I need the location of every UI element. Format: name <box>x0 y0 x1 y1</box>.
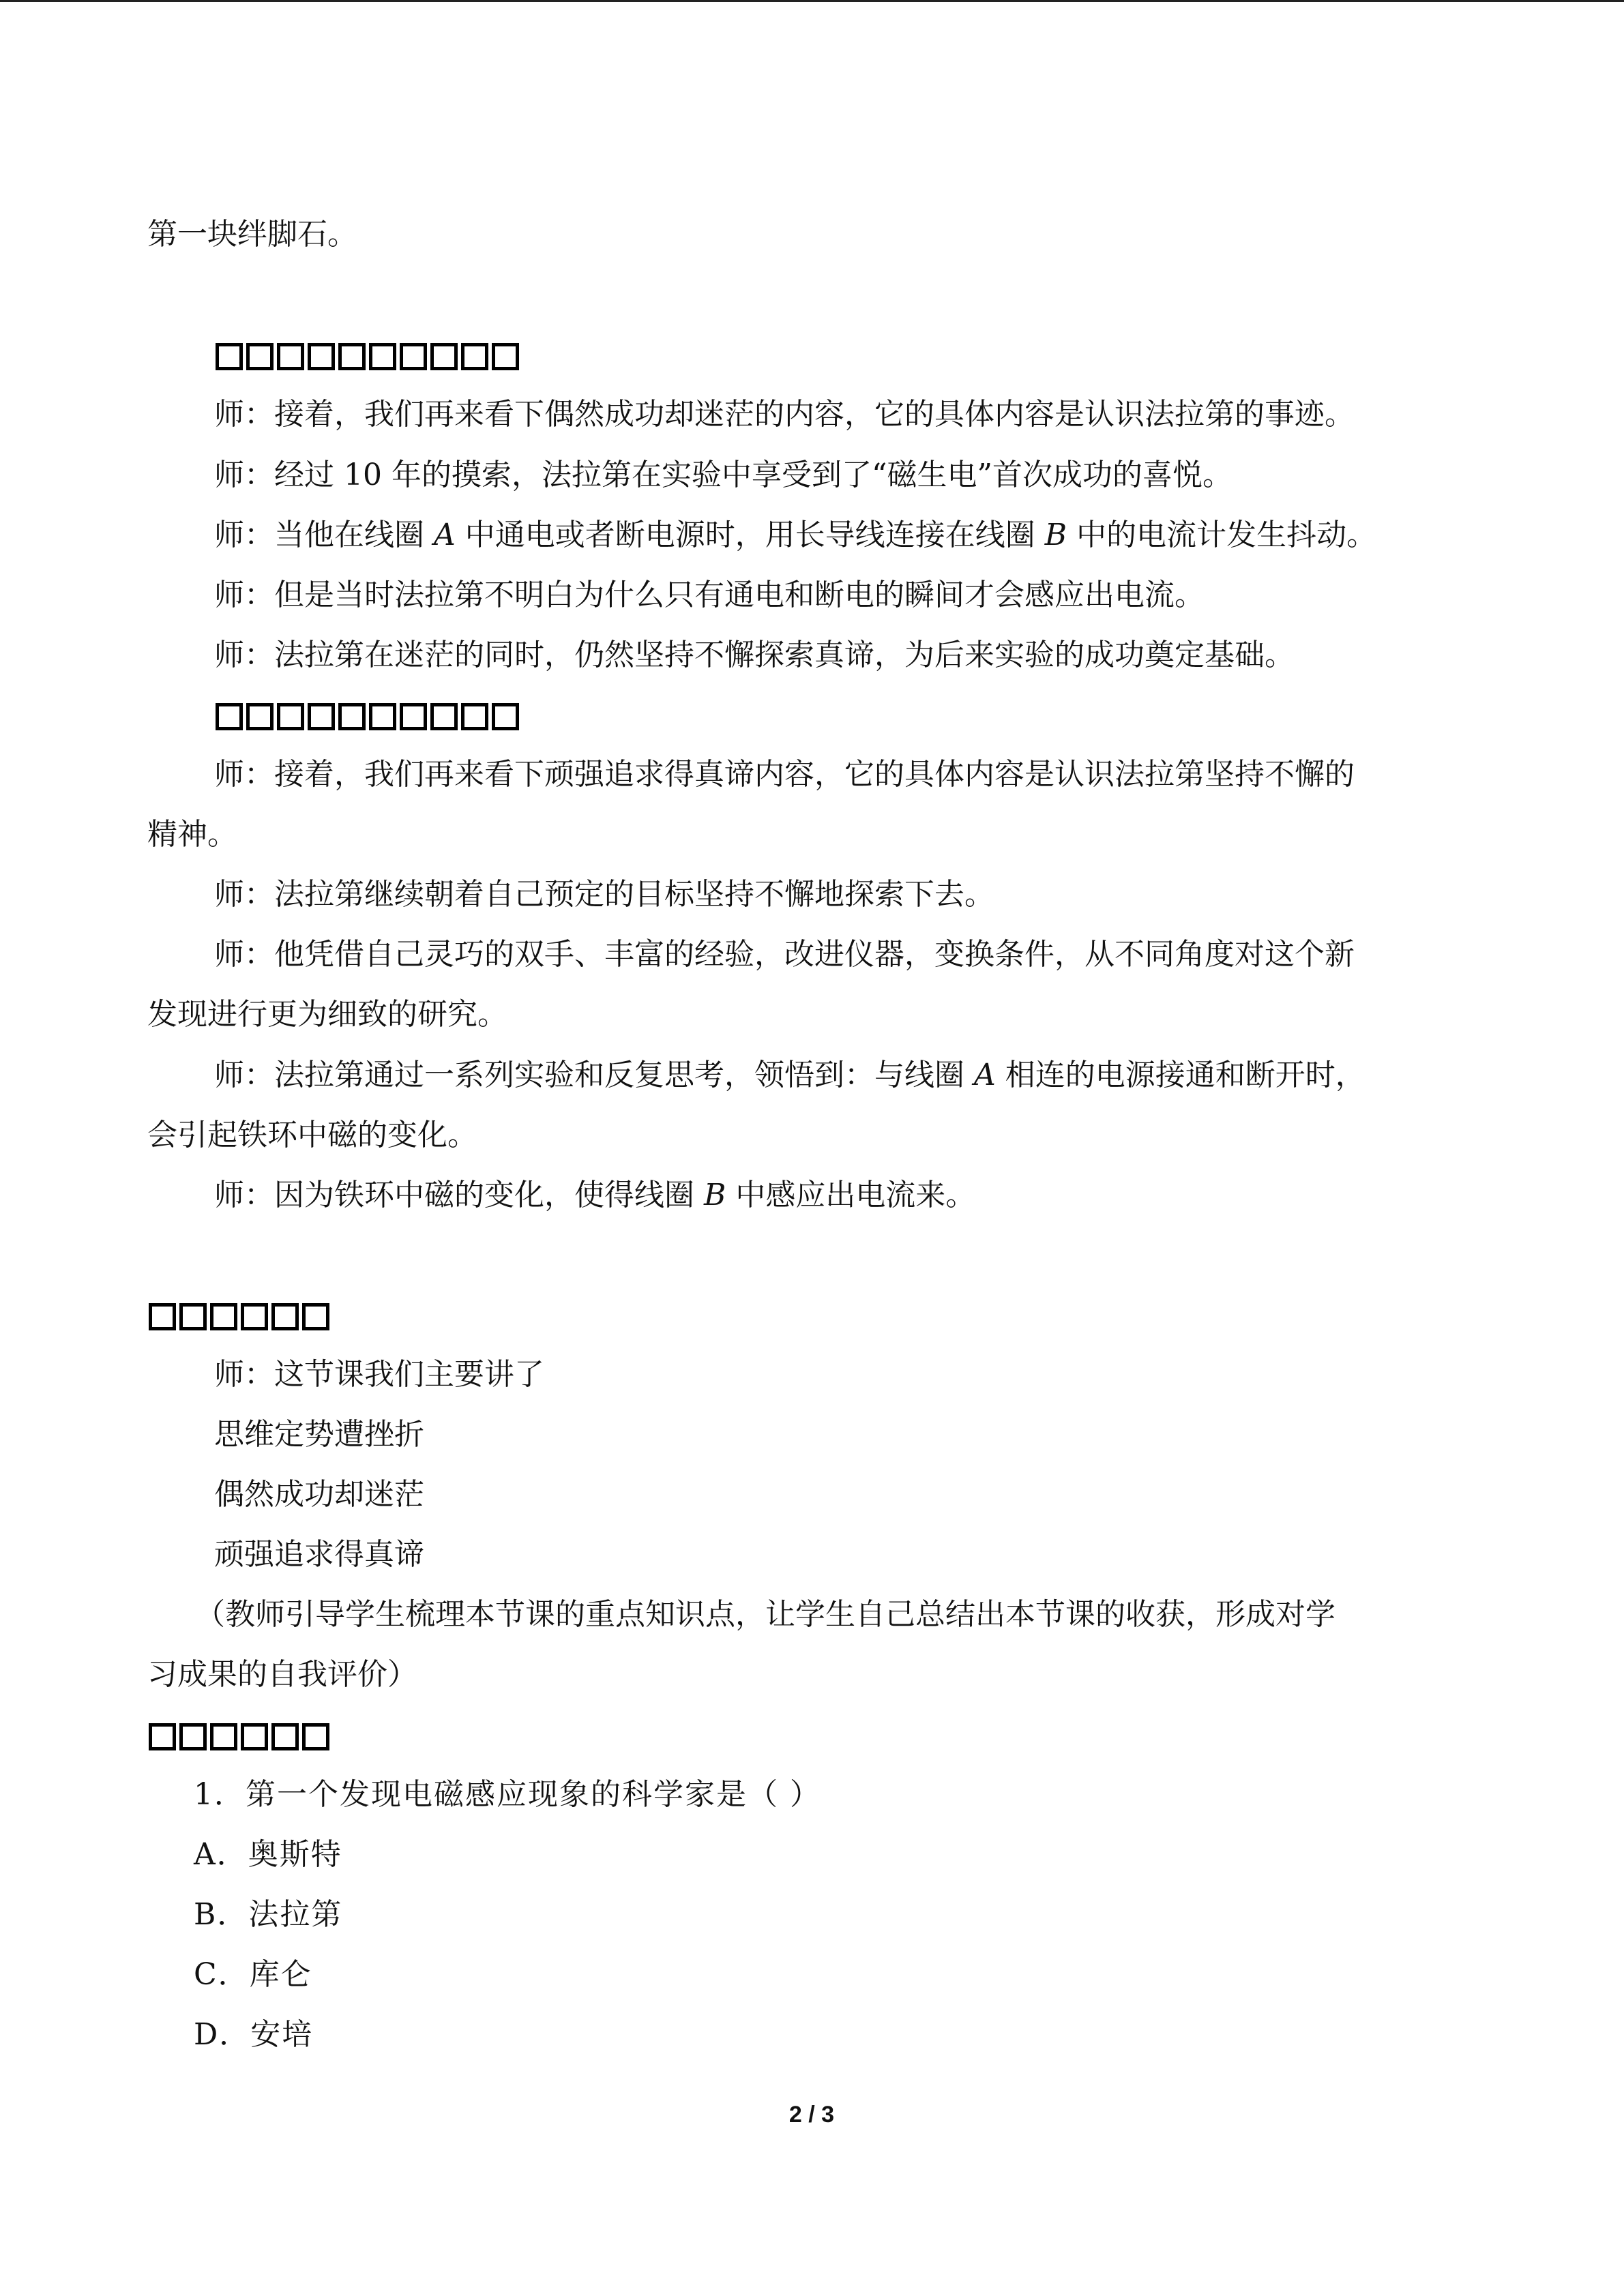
variable-A: A <box>434 518 456 552</box>
section-heading <box>149 1303 329 1330</box>
placeholder-box <box>302 1303 329 1330</box>
placeholder-box <box>277 343 304 370</box>
summary-item: 偶然成功却迷茫 <box>214 1477 424 1512</box>
placeholder-box <box>338 703 366 730</box>
answer-option-c: C．库仑 <box>194 1957 312 1992</box>
placeholder-box <box>246 343 274 370</box>
placeholder-box <box>369 343 396 370</box>
placeholder-box <box>271 1723 299 1750</box>
answer-option-a: A．奥斯特 <box>194 1837 342 1872</box>
text-segment: 相连的电源接通和断开时， <box>995 1058 1365 1092</box>
placeholder-box <box>216 703 243 730</box>
variable-B: B <box>1044 518 1067 552</box>
placeholder-box <box>241 1723 268 1750</box>
placeholder-box <box>430 703 458 730</box>
paragraph-line: （教师引导学生梳理本节课的重点知识点，让学生自己总结出本节课的收获，形成对学 <box>195 1597 1335 1632</box>
placeholder-box <box>492 703 519 730</box>
section-heading <box>149 1723 329 1750</box>
placeholder-box <box>271 1303 299 1330</box>
placeholder-box <box>302 1723 329 1750</box>
variable-B: B <box>704 1178 726 1212</box>
paragraph-line <box>214 1058 1365 1094</box>
section-heading <box>216 343 519 370</box>
summary-item: 顽强追求得真谛 <box>214 1537 424 1572</box>
paragraph-line <box>214 518 1376 554</box>
paragraph-line: 会引起铁环中磁的变化。 <box>147 1118 477 1152</box>
paragraph-line: 师：但是当时法拉第不明白为什么只有通电和断电的瞬间才会感应出电流。 <box>214 578 1205 612</box>
placeholder-box <box>400 343 427 370</box>
text-segment: 师：当他在线圈 <box>214 518 434 552</box>
placeholder-box <box>241 1303 268 1330</box>
answer-option-d: D．安培 <box>194 2017 314 2052</box>
section-heading <box>216 703 519 730</box>
paragraph-line: 师：他凭借自己灵巧的双手、丰富的经验，改进仪器，变换条件，从不同角度对这个新 <box>214 937 1355 972</box>
placeholder-box <box>400 703 427 730</box>
placeholder-box <box>216 343 243 370</box>
paragraph-line: 师：这节课我们主要讲了 <box>214 1357 544 1392</box>
placeholder-box <box>179 1723 207 1750</box>
placeholder-box <box>369 703 396 730</box>
placeholder-box <box>210 1723 237 1750</box>
placeholder-box <box>461 343 488 370</box>
placeholder-box <box>308 343 335 370</box>
placeholder-box <box>461 703 488 730</box>
paragraph-line <box>214 1178 975 1214</box>
placeholder-box <box>210 1303 237 1330</box>
placeholder-box <box>492 343 519 370</box>
answer-option-b: B．法拉第 <box>194 1897 343 1932</box>
text-segment: 中的电流计发生抖动。 <box>1067 518 1377 552</box>
placeholder-box <box>277 703 304 730</box>
paragraph-line: 精神。 <box>147 817 237 852</box>
top-border-line <box>0 0 1624 2</box>
text-segment: 中感应出电流来。 <box>726 1178 976 1212</box>
paragraph-line: 发现进行更为细致的研究。 <box>147 997 507 1032</box>
paragraph-line: 师：法拉第在迷茫的同时，仍然坚持不懈探索真谛，为后来实验的成功奠定基础。 <box>214 638 1295 672</box>
placeholder-box <box>246 703 274 730</box>
placeholder-box <box>149 1723 176 1750</box>
placeholder-box <box>179 1303 207 1330</box>
paragraph-line: 师：接着，我们再来看下顽强追求得真谛内容，它的具体内容是认识法拉第坚持不懈的 <box>214 757 1355 792</box>
paragraph-line: 师：接着，我们再来看下偶然成功却迷茫的内容，它的具体内容是认识法拉第的事迹。 <box>214 397 1355 432</box>
question-text: 1．第一个发现电磁感应现象的科学家是（ ） <box>194 1777 821 1812</box>
placeholder-box <box>149 1303 176 1330</box>
text-segment: 师：法拉第通过一系列实验和反复思考，领悟到：与线圈 <box>214 1058 974 1092</box>
placeholder-box <box>430 343 458 370</box>
paragraph-line: 第一块绊脚石。 <box>147 217 357 252</box>
text-segment: 师：因为铁环中磁的变化，使得线圈 <box>214 1178 704 1212</box>
variable-A: A <box>973 1058 996 1092</box>
placeholder-box <box>338 343 366 370</box>
paragraph-line: 习成果的自我评价） <box>147 1657 417 1692</box>
paragraph-line: 师：经过 10 年的摸索，法拉第在实验中享受到了“磁生电”首次成功的喜悦。 <box>214 458 1232 492</box>
paragraph-line: 师：法拉第继续朝着自己预定的目标坚持不懈地探索下去。 <box>214 877 994 912</box>
page-number: 2 / 3 <box>788 2102 835 2128</box>
placeholder-box <box>308 703 335 730</box>
text-segment: 中通电或者断电源时，用长导线连接在线圈 <box>455 518 1045 552</box>
summary-item: 思维定势遭挫折 <box>214 1417 424 1452</box>
